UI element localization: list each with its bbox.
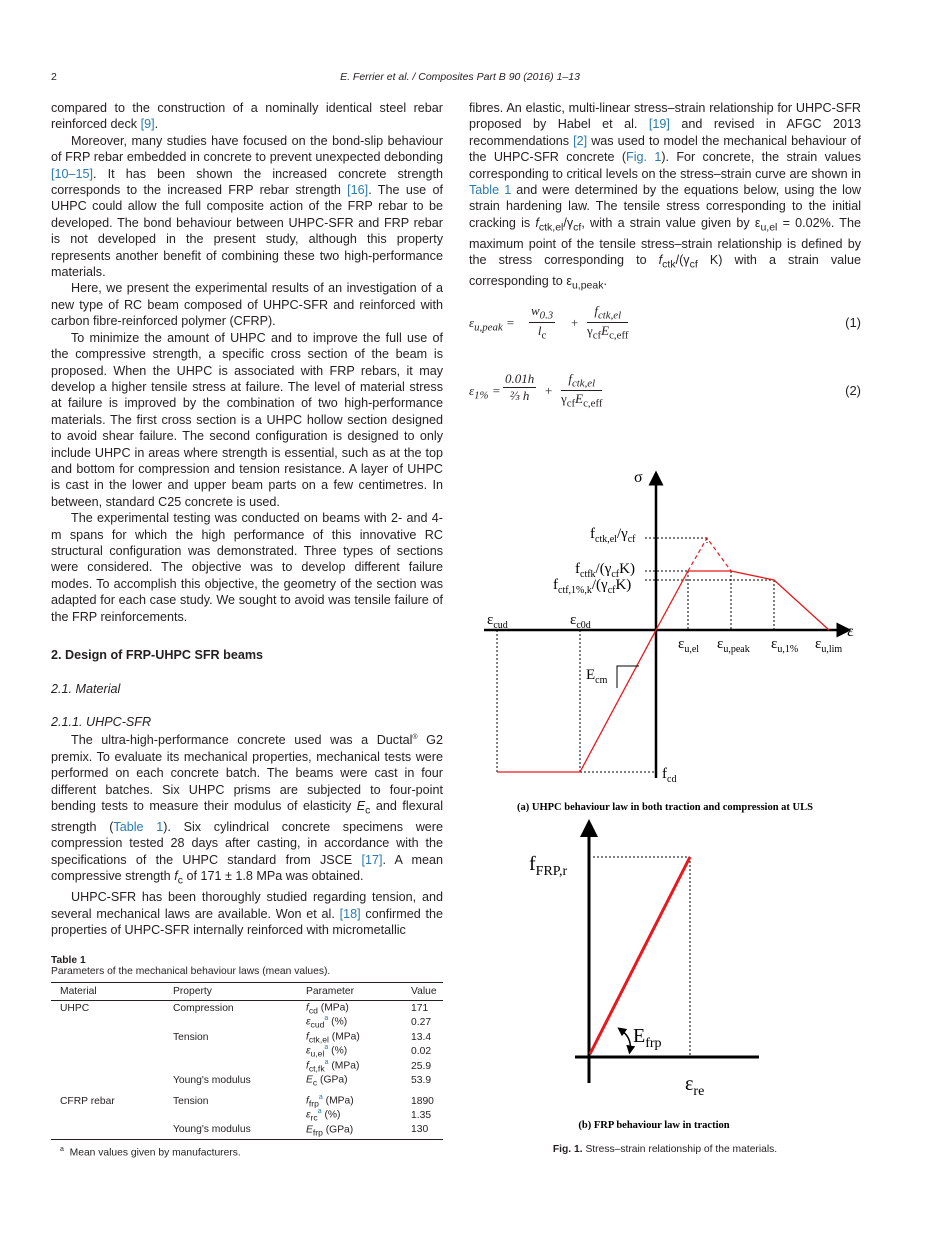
column-header: Property: [164, 983, 297, 1001]
panel-a-caption: (a) UHPC behaviour law in both traction and compression at ULS: [517, 802, 813, 813]
equation-1: [469, 303, 861, 347]
cell-parameter: $f_{ct,fk}^a$ (MPa): [306, 1058, 360, 1074]
cell-value: 1890: [411, 1095, 434, 1107]
cell-property: Tension: [173, 1095, 209, 1107]
cell-parameter: $f_{cd}$ (MPa): [306, 1002, 349, 1016]
cell-property: [164, 1015, 297, 1029]
table-row: [51, 1015, 443, 1029]
guide-lines: [497, 538, 774, 772]
cell-material: [51, 1044, 164, 1058]
cell-material: CFRP rebar: [60, 1095, 115, 1107]
table-row: [51, 1108, 443, 1122]
citation-link[interactable]: [16]: [347, 183, 369, 198]
cell-material: UHPC: [60, 1002, 90, 1014]
cell-value: 1.35: [411, 1110, 432, 1122]
running-header: [51, 71, 869, 87]
column-header: Value: [402, 983, 443, 1001]
label-eps-re: $\varepsilon_{re}$: [685, 1073, 705, 1099]
section-heading: 2. Design of FRP-UHPC SFR beams: [51, 648, 264, 662]
label-ffrp-r: $f_{FRP,r}$: [529, 853, 568, 879]
figure-caption: Fig. 1. Stress–strain relationship of the materials.: [552, 1144, 778, 1155]
figure-1: [469, 468, 869, 1148]
panel-a: [484, 469, 854, 813]
running-title: E. Ferrier et al. / Composites Part B 90 (2016) 1–13: [340, 71, 580, 83]
plus-sign: +: [545, 383, 553, 398]
citation-link[interactable]: [2]: [573, 133, 588, 148]
subsubsection-heading: 2.1.1. UHPC-SFR: [51, 714, 152, 729]
figure-link[interactable]: Fig. 1: [626, 150, 662, 165]
paragraph: Moreover, many studies have focused on the bond-slip behaviour of FRP rebar embedded in concrete to prevent unexpected debonding [10–15]. It has been shown the increased concrete strength corresponds to the increased FRP rebar strength [16]. The use of UHPC could allow the full composite action of the FRP rebar to be developed. The bond behaviour between UHPC-SFR and FRP rebar is not developed in the present study, although this property represents another benefit of combining these two high-performance materials.: [51, 133, 443, 280]
table-row: [51, 1001, 443, 1016]
page-number: 2: [51, 71, 57, 83]
cell-value: 25.9: [411, 1060, 432, 1072]
label-eps-cud: $\varepsilon_{cud}$: [487, 612, 508, 631]
fraction: $\frac{w_{0.3}}{l_c}$: [531, 303, 554, 342]
cell-value: 0.02: [411, 1046, 432, 1058]
label-fctf1: $f_{ctf,1\%,k}/(\gamma_{cf}K)$: [553, 577, 632, 596]
equation-number: (2): [845, 383, 861, 398]
fraction: $f_{ctk,el}$ $\gamma_{cf}E_{c,eff}$: [561, 371, 603, 410]
cell-property: Young's modulus: [164, 1123, 297, 1140]
table-link[interactable]: Table 1: [113, 819, 164, 834]
cell-parameter: $\varepsilon_{cud}^a$ (%): [306, 1015, 348, 1030]
label-fcd: $f_{cd}$: [662, 766, 677, 785]
cell-material: [51, 1059, 164, 1073]
left-column: [51, 100, 443, 938]
equation-number: (1): [845, 315, 861, 330]
panel-b-caption: (b) FRP behaviour law in traction: [578, 1120, 730, 1131]
table-row: [51, 1044, 443, 1058]
citation-link[interactable]: [19]: [648, 117, 670, 132]
table-caption: Parameters of the mechanical behaviour laws (mean values).: [51, 966, 331, 977]
paragraph: The ultra-high-performance concrete used was a Ductal® G2 premix. To evaluate its mechanical properties, mechanical tests were performed on each concrete batch. The beams were cast in four different batches. Six UHPC prisms are subjected to four-point bending tests to measure their modulus of elasticity $E_c$ and flexural strength (Table 1). Six cylindrical concrete specimens were compression tested 28 days after casting, in accordance with the specifications of the UHPC standard from JSCE [17]. A mean compressive strength $f_c$ of 171 ± 1.8 MPa was obtained.: [51, 733, 443, 887]
equation-lhs: $\varepsilon_{u,peak}$ =: [469, 315, 515, 334]
cell-value: 53.9: [411, 1075, 432, 1087]
table-1: [51, 955, 443, 1159]
cell-value: 171: [411, 1002, 429, 1014]
panel-b: [529, 828, 759, 1131]
fraction: $f_{ctk,el}$ $\gamma_{cf}E_{c,eff}$: [587, 303, 629, 342]
column-header: Material: [51, 983, 164, 1001]
cell-value: 0.27: [411, 1017, 432, 1029]
cell-parameter: $f_{ctk,el}$ (MPa): [306, 1031, 360, 1045]
cell-property: Tension: [173, 1031, 209, 1043]
column-header: Parameter: [297, 983, 402, 1001]
parameters-table: [51, 982, 443, 1140]
dashed-peak-curve: [688, 538, 731, 571]
table-row: [51, 1088, 443, 1108]
paragraph: UHPC-SFR has been thoroughly studied regarding tension, and several mechanical laws are available. Won et al. [18] confirmed the properties of UHPC-SFR internally reinforced with micrometallic: [51, 890, 443, 937]
right-column: [469, 100, 861, 294]
cell-parameter: $\varepsilon_{u,el}^a$ (%): [306, 1044, 348, 1059]
paragraph: Here, we present the experimental results of an investigation of a new type of RC beam composed of UHPC-SFR and reinforced with carbon fibre-reinforced polymer (CFRP).: [51, 281, 443, 329]
equation-2: [469, 371, 861, 415]
table-label: Table 1: [51, 955, 86, 966]
cell-parameter: $\varepsilon_{rc}^a$ (%): [306, 1108, 341, 1123]
cell-property: [164, 1044, 297, 1058]
citation-link[interactable]: [17]: [361, 852, 383, 867]
paragraph: The experimental testing was conducted on beams with 2- and 4-m spans for which the high performance of this innovative RC structural configuration was demonstrated. Three types of sections were considered. The objective was to develop different failure modes. To accomplish this objective, the geometry of the section was adapted for each case study. We sought to avoid was tensile failure of the FRP reinforcements.: [51, 511, 443, 624]
table-link[interactable]: Table 1: [469, 183, 512, 198]
table-row: [51, 1073, 443, 1087]
label-eps-c0d: $\varepsilon_{c0d}$: [570, 612, 591, 631]
cell-material: [51, 1015, 164, 1029]
cell-parameter: $f_{frp}^a$ (MPa): [306, 1093, 354, 1109]
cell-parameter: $E_{frp}$ (GPa): [297, 1123, 402, 1140]
uhpc-stress-strain-curve: [497, 571, 829, 772]
cell-value: 130: [402, 1123, 443, 1140]
epsilon-label: ε: [847, 623, 854, 640]
cell-property: [164, 1108, 297, 1122]
citation-link[interactable]: [18]: [339, 906, 361, 921]
table-header-row: [51, 983, 443, 1001]
label-fctk-el: $f_{ctk,el}/\gamma_{cf}$: [590, 526, 636, 545]
cell-material: [51, 1030, 164, 1044]
cell-material: [51, 1073, 164, 1087]
table-row: [51, 1059, 443, 1073]
plus-sign: +: [571, 315, 579, 330]
label-eps-upeak: $\varepsilon_{u,peak}$: [717, 636, 750, 655]
label-eps-u1: $\varepsilon_{u,1\%}$: [771, 636, 799, 655]
table-row: [51, 1123, 443, 1140]
subsection-heading: 2.1. Material: [51, 682, 121, 697]
label-efrp: $E_{frp}$: [633, 1025, 662, 1051]
cell-material: [51, 1108, 164, 1122]
equation-lhs: $\varepsilon_{1\%}$ =: [469, 383, 501, 402]
cell-material: [51, 1123, 164, 1140]
citation-link[interactable]: [10–15]: [51, 166, 94, 181]
paragraph: To minimize the amount of UHPC and to improve the full use of the compressive strength, a specific cross section of the beam is proposed. When the UHPC is associated with FRP rebars, it may develop a higher tensile stress at failure. The level of material stress at failure is improved by the combination of two high-performance materials. The first cross section is a UHPC hollow section designed to avoid shear failure. The second configuration is designed to only include UHPC in areas where strength is essential, such as at the top and bottom for compression and tension resistance. A layer of UHPC is cast in the lower and upper beam parts on a few centimetres. In between, standard C25 concrete is used.: [51, 330, 443, 509]
label-eps-ulim: $\varepsilon_{u,lim}$: [815, 636, 843, 655]
cell-parameter: $E_c$ (GPa): [306, 1074, 348, 1088]
label-fctfk: $f_{ctfk}/(\gamma_{cf}K)$: [575, 561, 635, 580]
label-ecm: $E_{cm}$: [586, 667, 608, 686]
cell-property: Young's modulus: [173, 1075, 251, 1087]
table-row: [51, 1030, 443, 1044]
label-eps-uel: $\varepsilon_{u,el}$: [678, 636, 700, 655]
paragraph: fibres. An elastic, multi-linear stress–strain relationship for UHPC-SFR proposed by Habel et al. [19] and revised in AFGC 2013 recommendations [2] was used to model the mechanical behaviour of the UHPC-SFR concrete (Fig. 1). For concrete, the strain values corresponding to critical levels on the stress–strain curve are shown in Table 1 and were determined by the equations below, using the low strain hardening law. The tensile stress corresponding to the initial cracking is $f_{ctk,el}/\gamma_{cf}$, with a strain value given by $\varepsilon_{u,el} = 0.02\%$. The maximum point of the tensile stress–strain relationship is defined by the stress corresponding to $f_{ctk}/(\gamma_{cf}$ K) with a strain value corresponding to $\varepsilon_{u,peak}$.: [469, 101, 862, 292]
efrp-slope-arrow: [621, 1030, 630, 1050]
cell-property: Compression: [173, 1002, 234, 1014]
sigma-label: σ: [634, 469, 643, 486]
citation-link[interactable]: [9]: [140, 117, 155, 132]
cell-value: 13.4: [411, 1031, 432, 1043]
paragraph: compared to the construction of a nominally identical steel rebar reinforced deck [9].: [51, 101, 443, 132]
table-footnote: $^a$ Mean values given by manufacturers.: [60, 1146, 241, 1159]
fraction: $\frac{0.01h}{\text{⅔ h}}$: [505, 371, 535, 403]
cell-property: [164, 1059, 297, 1073]
